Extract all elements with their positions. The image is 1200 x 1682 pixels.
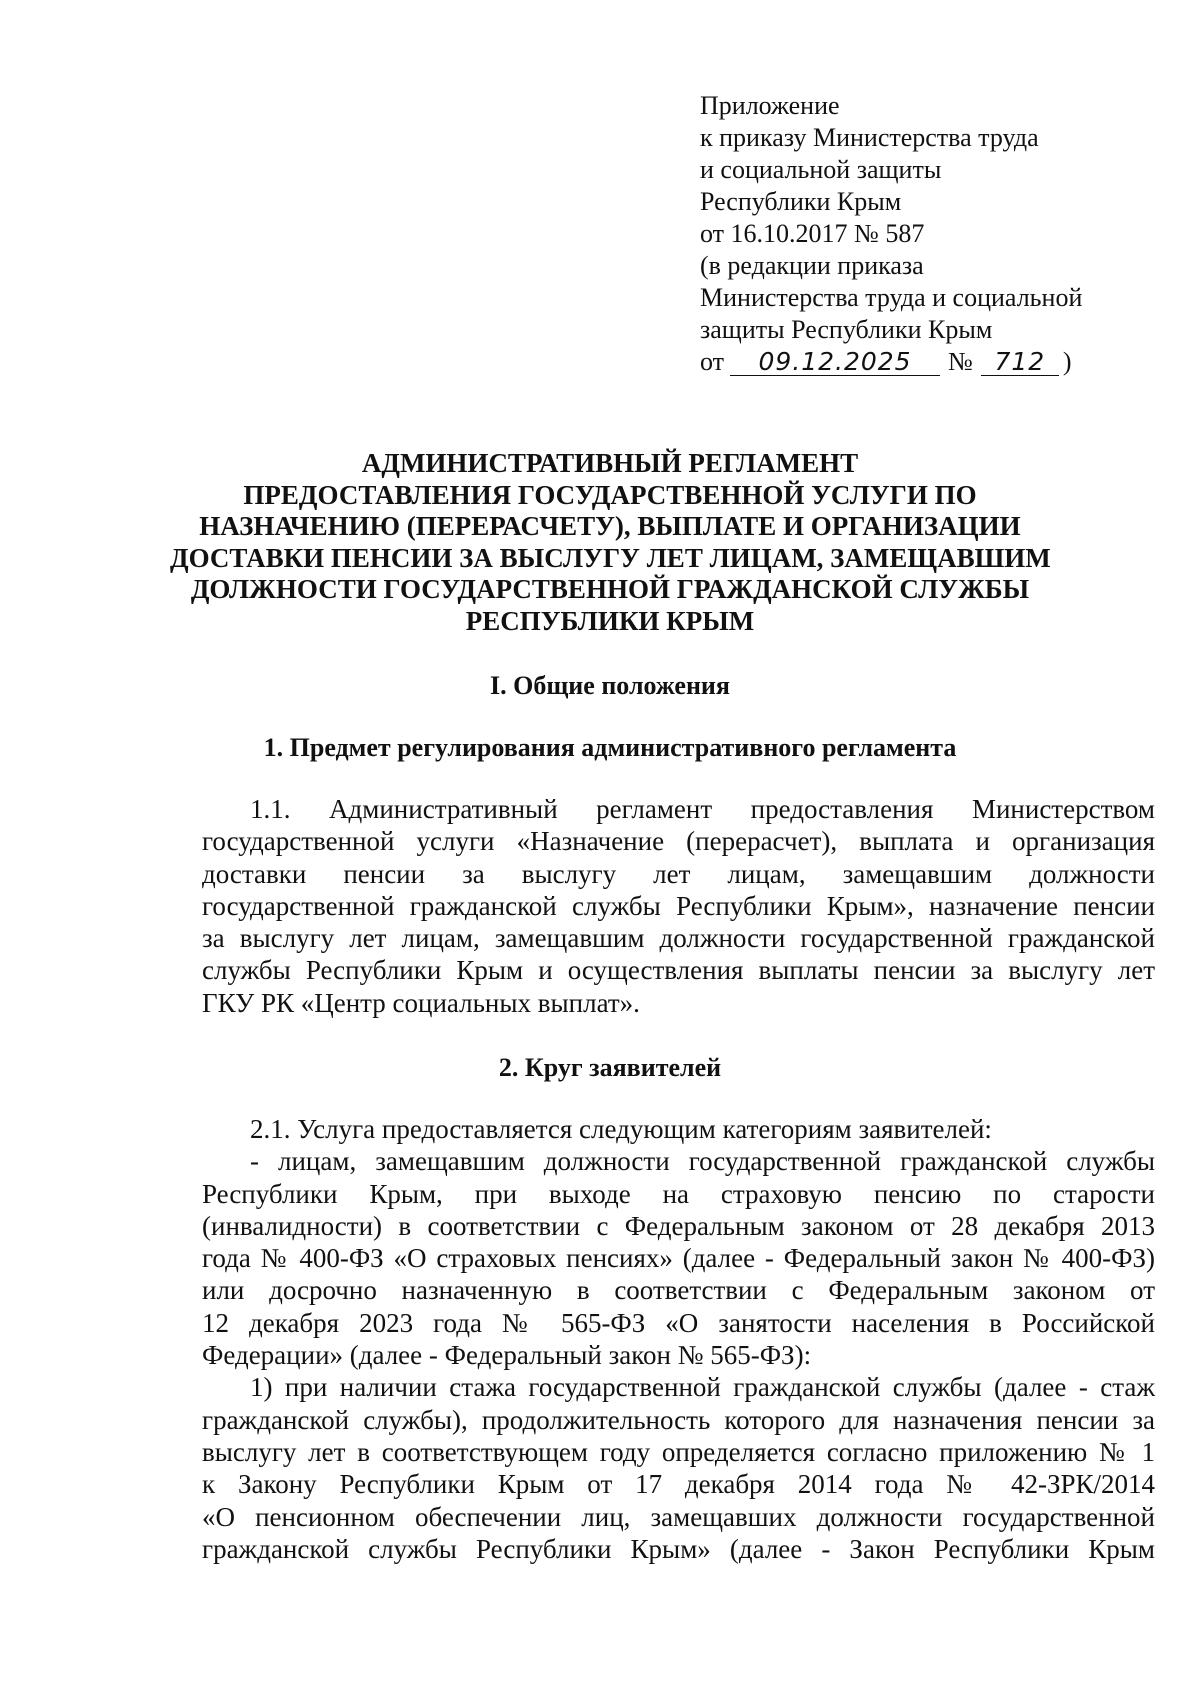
paragraph-line: «О пенсионном обеспечении лиц, замещавших должности государственной — [202, 1501, 1155, 1532]
appendix-line: и социальной защиты — [700, 155, 942, 184]
section-heading-general-provisions: I. Общие положения — [490, 671, 730, 700]
paragraph-line: (инвалидности) в соответствии с Федеральным законом от 28 декабря 2013 — [202, 1210, 1155, 1241]
handwritten-number: 712 — [981, 349, 1059, 376]
title-line: АДМИНИСТРАТИВНЫЙ РЕГЛАМЕНТ — [361, 448, 859, 478]
paragraph-line: гражданской службы Республики Крым» (далее - Закон Республики Крым — [202, 1533, 1155, 1564]
paragraph-line: 2.1. Услуга предоставляется следующим категориям заявителей: — [250, 1114, 992, 1144]
paragraph-line: 12 декабря 2023 года № 565-ФЗ «О занятости населения в Российской — [202, 1307, 1155, 1338]
title-line: ДОЛЖНОСТИ ГОСУДАРСТВЕННОЙ ГРАЖДАНСКОЙ СЛУЖБЫ — [190, 574, 1030, 604]
document-title — [170, 448, 1050, 637]
paragraph-line: доставки пенсии за выслугу лет лицам, замещавшим должности — [202, 858, 1155, 889]
appendix-line: Министерства труда и социальной — [700, 283, 1083, 312]
appendix-line: к приказу Министерства труда — [700, 123, 1039, 152]
number-sign: № — [948, 347, 973, 376]
paragraph-line: за выслугу лет лицам, замещавшим должности государственной гражданской — [202, 923, 1155, 954]
appendix-line: защиты Республики Крым — [700, 315, 993, 344]
paragraph-1-1 — [202, 793, 1155, 1019]
paragraph-line: 1.1. Административный регламент предоставления Министерством — [250, 794, 1155, 824]
title-line: ДОСТАВКИ ПЕНСИИ ЗА ВЫСЛУГУ ЛЕТ ЛИЦАМ, ЗАМЕЩАВШИМ — [170, 542, 1051, 573]
appendix-block — [700, 90, 1170, 378]
title-line: ПРЕДОСТАВЛЕНИЯ ГОСУДАРСТВЕННОЙ УСЛУГИ ПО — [243, 479, 977, 510]
paragraph-line: года № 400-ФЗ «О страховых пенсиях» (далее - Федеральный закон № 400-ФЗ) — [202, 1243, 1155, 1274]
paragraph-line: выслугу лет в соответствующем году определяется согласно приложению № 1 — [202, 1436, 1155, 1467]
paragraph-line: ГКУ РК «Центр социальных выплат». — [202, 987, 640, 1018]
handwritten-date: 09.12.2025 — [730, 349, 940, 376]
appendix-line: Республики Крым — [700, 187, 902, 216]
paragraph-line: 1) при наличии стажа государственной гражданской службы (далее - стаж — [250, 1372, 1155, 1403]
closing-paren: ) — [1062, 347, 1072, 376]
appendix-line: (в редакции приказа — [700, 251, 924, 280]
subsection-heading-applicants: 2. Круг заявителей — [498, 1053, 722, 1082]
title-line: РЕСПУБЛИКИ КРЫМ — [465, 605, 755, 636]
paragraph-line: к Закону Республики Крым от 17 декабря 2014 года № 42-ЗРК/2014 — [202, 1469, 1155, 1500]
paragraph-line: гражданской службы), продолжительность которого для назначения пенсии за — [202, 1404, 1155, 1435]
amendment-date-line — [700, 346, 1170, 378]
paragraph-line: - лицам, замещавшим должности государственной гражданской службы — [250, 1146, 1155, 1177]
subsection-heading-subject: 1. Предмет регулирования административного регламента — [263, 733, 957, 762]
title-line: НАЗНАЧЕНИЮ (ПЕРЕРАСЧЕТУ), ВЫПЛАТЕ И ОРГАНИЗАЦИИ — [199, 511, 1021, 541]
paragraph-line: или досрочно назначенную в соответствии с Федеральным законом от — [202, 1275, 1155, 1306]
sign-prefix: от — [700, 347, 725, 376]
paragraph-line: Федерации» (далее - Федеральный закон № 565-ФЗ): — [202, 1340, 812, 1371]
paragraph-2-1 — [202, 1113, 1155, 1565]
appendix-line: от 16.10.2017 № 587 — [700, 219, 925, 248]
paragraph-line: Республики Крым, при выходе на страховую пенсию по старости — [202, 1178, 1155, 1209]
appendix-line: Приложение — [700, 91, 840, 120]
paragraph-line: службы Республики Крым и осуществления выплаты пенсии за выслугу лет — [202, 955, 1155, 986]
paragraph-line: государственной услуги «Назначение (перерасчет), выплата и организация — [202, 826, 1155, 857]
paragraph-line: государственной гражданской службы Республики Крым», назначение пенсии — [202, 890, 1155, 921]
